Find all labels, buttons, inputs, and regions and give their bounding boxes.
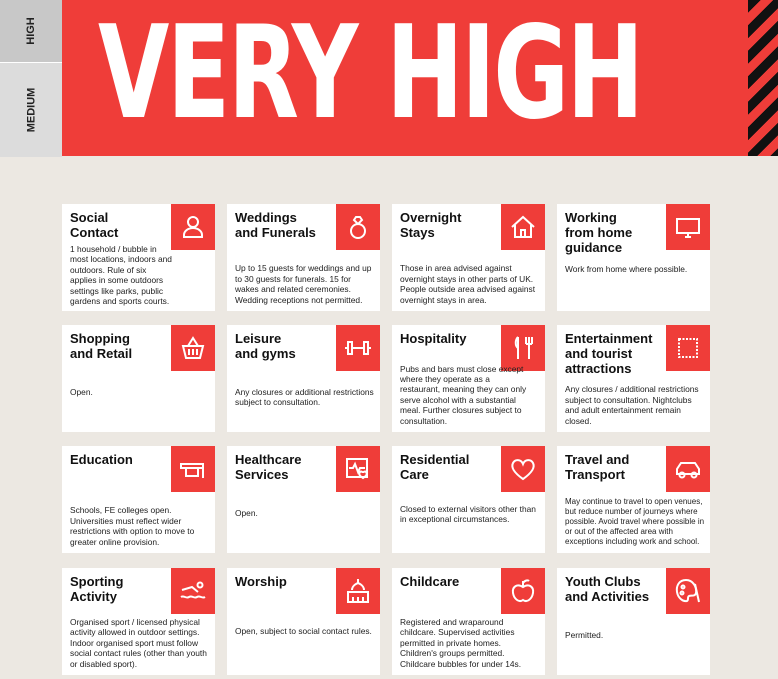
card-title: Childcare bbox=[400, 574, 460, 589]
card-worship bbox=[227, 568, 380, 675]
tab-high-label: HIGH bbox=[25, 17, 37, 45]
card-text: Open. bbox=[235, 508, 258, 518]
card-title: Healthcare Services bbox=[235, 452, 302, 482]
card-text: Up to 15 guests for weddings and up to 30 guests for funerals. 15 for wakes and related ceremonies. Wedding receptions not permitted. bbox=[235, 263, 372, 305]
card-title: Youth Clubs and Activities bbox=[565, 574, 650, 604]
card-title: Overnight Stays bbox=[400, 210, 462, 240]
swimmer-icon bbox=[171, 568, 215, 614]
monitor-icon bbox=[666, 204, 710, 250]
heart-monitor-icon bbox=[336, 446, 380, 492]
card-title: Worship bbox=[235, 574, 287, 589]
card-text: Open, subject to social contact rules. bbox=[235, 626, 372, 636]
card-text: Schools, FE colleges open. Universities must reflect wider restrictions with option to move to greater online provision. bbox=[70, 505, 195, 547]
card-entertainment bbox=[557, 325, 710, 432]
restrictions-grid bbox=[62, 204, 712, 676]
hazard-stripes bbox=[748, 0, 778, 156]
card-text: Those in area advised against overnight stays in other parts of UK. People outside area advised against overnight stays in area. bbox=[400, 263, 536, 305]
card-leisure-gyms bbox=[227, 325, 380, 432]
card-title: Social Contact bbox=[70, 210, 119, 240]
dumbbell-icon bbox=[336, 325, 380, 371]
basket-icon bbox=[171, 325, 215, 371]
card-text: Work from home where possible. bbox=[565, 264, 688, 274]
tab-medium[interactable] bbox=[0, 62, 62, 157]
card-shopping-retail bbox=[62, 325, 215, 432]
card-text: May continue to travel to open venues, but reduce number of journeys where possible. Avoid travel where possible in or out of the affected area with exceptions including work and school. bbox=[565, 497, 705, 546]
card-title: Education bbox=[70, 452, 133, 467]
person-icon bbox=[171, 204, 215, 250]
card-text: Open. bbox=[70, 387, 93, 397]
card-title: Shopping and Retail bbox=[70, 331, 133, 361]
tab-medium-label: MEDIUM bbox=[24, 87, 37, 133]
tab-high[interactable] bbox=[0, 0, 62, 62]
palette-icon bbox=[666, 568, 710, 614]
tier-tabs bbox=[0, 0, 62, 156]
place-of-worship-icon bbox=[336, 568, 380, 614]
card-text: Pubs and bars must close except where they operate as a restaurant, meaning they can only serve alcohol with a substantial meal. Further closures subject to consultation. bbox=[400, 363, 527, 426]
card-title: Hospitality bbox=[400, 331, 467, 346]
card-education bbox=[62, 446, 215, 553]
card-social-contact bbox=[62, 204, 215, 311]
car-icon bbox=[666, 446, 710, 492]
page-title: VERY HIGH bbox=[98, 0, 642, 148]
card-hospitality bbox=[392, 325, 545, 432]
card-sporting-activity bbox=[62, 568, 215, 675]
card-title: Travel and Transport bbox=[565, 452, 630, 482]
graduation-cap-icon bbox=[171, 446, 215, 492]
card-title: Residential Care bbox=[400, 452, 470, 482]
card-text: 1 household / bubble in most locations, indoors and outdoors. Rule of six applies in some outdoors settings like parks, public gardens and sports courts. bbox=[70, 244, 172, 307]
house-icon bbox=[501, 204, 545, 250]
apple-icon bbox=[501, 568, 545, 614]
card-overnight-stays bbox=[392, 204, 545, 311]
card-childcare bbox=[392, 568, 545, 675]
card-residential-care bbox=[392, 446, 545, 553]
ring-icon bbox=[336, 204, 380, 250]
card-text: Any closures / additional restrictions subject to consultation. Nightclubs and adult entertainment remain closed. bbox=[565, 384, 699, 426]
card-travel-transport bbox=[557, 446, 710, 553]
card-title: Weddings and Funerals bbox=[235, 210, 316, 240]
card-title: Entertainment and tourist attractions bbox=[565, 331, 653, 376]
card-working-from-home bbox=[557, 204, 710, 311]
card-text: Registered and wraparound childcare. Supervised activities permitted in private homes. Children's groups permitted. Childcare bubbles for under 14s. bbox=[400, 616, 522, 669]
card-healthcare bbox=[227, 446, 380, 553]
card-youth-clubs bbox=[557, 568, 710, 675]
tier-banner bbox=[62, 0, 778, 156]
card-title: Sporting Activity bbox=[70, 574, 124, 604]
heart-icon bbox=[501, 446, 545, 492]
card-text: Permitted. bbox=[565, 630, 604, 640]
stamp-icon bbox=[666, 325, 710, 371]
card-text: Any closures or additional restrictions subject to consultation. bbox=[235, 387, 374, 408]
card-title: Leisure and gyms bbox=[235, 331, 296, 361]
card-title: Working from home guidance bbox=[565, 210, 633, 255]
card-text: Closed to external visitors other than in exceptional circumstances. bbox=[400, 504, 536, 525]
card-weddings-funerals bbox=[227, 204, 380, 311]
card-text: Organised sport / licensed physical activity allowed in outdoor settings. Indoor organised sport must follow social contact rules (other than youth or disabled sport). bbox=[70, 616, 207, 669]
